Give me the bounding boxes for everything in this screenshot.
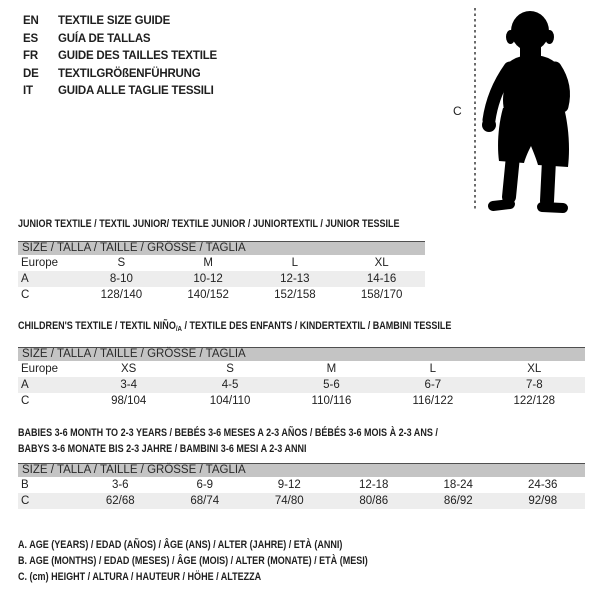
lang-row-fr: [23, 48, 217, 66]
table-cell: XL: [374, 257, 389, 269]
row-label: Europe: [21, 363, 59, 375]
table-cell: L: [291, 257, 299, 269]
table-cell: 92/98: [528, 495, 558, 507]
children-title-sub: /A: [175, 324, 182, 333]
table-row: [18, 493, 585, 509]
table-cell: 74/80: [274, 495, 304, 507]
table-cell: 128/140: [100, 289, 143, 301]
table-cell: 122/128: [513, 395, 556, 407]
lang-label: TEXTILGRÖßENFÜHRUNG: [58, 67, 201, 80]
table-cell: 86/92: [443, 495, 473, 507]
table-cell: 116/122: [412, 395, 454, 407]
legend-line-a: A. AGE (YEARS) / EDAD (AÑOS) / ÂGE (ANS) / ALTER (JAHRE) / ETÀ (ANNI): [18, 539, 343, 551]
lang-label: GUIDA ALLE TAGLIE TESSILI: [58, 85, 214, 98]
babies-size-header-bar: SIZE / TALLA / TAILLE / GRÖSSE / TAGLIA: [18, 463, 585, 477]
table-row: [18, 477, 585, 493]
table-cell: 6-7: [424, 379, 442, 391]
row-label: A: [21, 273, 29, 285]
table-cell: 4-5: [221, 379, 239, 391]
lang-code: DE: [23, 67, 39, 80]
table-cell: 110/116: [311, 395, 352, 407]
table-cell: 8-10: [109, 273, 133, 285]
lang-code: IT: [23, 85, 33, 98]
table-cell: 104/110: [209, 395, 251, 407]
junior-size-table: [18, 241, 425, 303]
table-row: [18, 377, 585, 393]
table-cell: 62/68: [105, 495, 135, 507]
table-row: [18, 287, 425, 303]
lang-row-es: [23, 31, 217, 49]
table-cell: 9-12: [277, 479, 301, 491]
children-section-title: [18, 318, 451, 337]
table-cell: 18-24: [443, 479, 473, 491]
row-label: Europe: [21, 257, 59, 269]
table-cell: 98/104: [111, 395, 147, 407]
measurement-legend: [18, 537, 445, 585]
lang-label: TEXTILE SIZE GUIDE: [58, 15, 171, 27]
lang-row-it: [23, 83, 217, 101]
row-label: B: [21, 479, 29, 491]
lang-code: EN: [23, 15, 39, 27]
table-cell: 152/158: [274, 289, 316, 301]
table-cell: L: [429, 363, 437, 375]
row-label: C: [21, 289, 30, 301]
table-cell: XL: [527, 363, 542, 375]
table-cell: 12-18: [359, 479, 389, 491]
children-size-table: [18, 347, 585, 409]
babies-title-line1: BABIES 3-6 MONTH TO 2-3 YEARS / BEBÉS 3-6 MESES A 2-3 AÑOS / BÉBÉS 3-6 MOIS À 2-3 ANS /: [18, 427, 438, 439]
table-cell: 12-13: [280, 273, 310, 285]
children-size-header-bar: SIZE / TALLA / TAILLE / GRÖSSE / TAGLIA: [18, 347, 585, 361]
legend-line-c: C. (cm) HEIGHT / ALTURA / HAUTEUR / HÖHE / ALTEZZA: [18, 571, 262, 583]
toddler-silhouette-icon: [478, 8, 596, 214]
babies-size-table: [18, 463, 585, 509]
table-cell: 5-6: [323, 379, 340, 391]
table-cell: 6-9: [196, 479, 214, 491]
table-cell: 24-36: [528, 479, 558, 491]
table-row: [18, 393, 585, 409]
table-cell: M: [326, 363, 337, 375]
table-cell: 14-16: [366, 273, 397, 285]
children-title-post: / TEXTILE DES ENFANTS / KINDERTEXTIL / BAMBINI TESSILE: [181, 320, 452, 332]
junior-section-title: JUNIOR TEXTILE / TEXTIL JUNIOR/ TEXTILE JUNIOR / JUNIORTEXTIL / JUNIOR TESSILE: [18, 218, 400, 230]
table-cell: S: [226, 363, 234, 375]
table-cell: 140/152: [187, 289, 229, 301]
lang-code: ES: [23, 32, 38, 45]
lang-label: GUÍA DE TALLAS: [58, 32, 151, 45]
table-cell: XS: [121, 363, 137, 375]
table-cell: 10-12: [193, 273, 223, 285]
babies-section-title: [18, 425, 438, 457]
lang-label: GUIDE DES TAILLES TEXTILE: [58, 50, 217, 63]
junior-size-header-bar: SIZE / TALLA / TAILLE / GRÖSSE / TAGLIA: [18, 241, 425, 255]
table-cell: M: [203, 257, 213, 269]
children-title-pre: CHILDREN'S TEXTILE / TEXTIL NIÑO: [18, 320, 176, 332]
language-header: [23, 13, 217, 101]
table-cell: 68/74: [190, 495, 220, 507]
table-cell: 3-4: [120, 379, 137, 391]
table-cell: 3-6: [111, 479, 129, 491]
babies-title-line2: BABYS 3-6 MONATE BIS 2-3 JAHRE / BAMBINI 3-6 MESI A 2-3 ANNI: [18, 443, 307, 455]
table-row: [18, 255, 425, 271]
lang-row-de: [23, 66, 217, 84]
height-marker-label: C: [453, 104, 462, 118]
height-figure: [440, 0, 600, 220]
row-label: A: [21, 379, 29, 391]
legend-line-b: B. AGE (MONTHS) / EDAD (MESES) / ÂGE (MOIS) / ALTER (MONATE) / ETÀ (MESI): [18, 555, 368, 567]
table-row: [18, 361, 585, 377]
table-cell: 158/170: [360, 289, 403, 301]
height-dotted-line: [474, 8, 476, 211]
row-label: C: [21, 395, 30, 407]
table-cell: 7-8: [525, 379, 543, 391]
table-cell: 80/86: [359, 495, 389, 507]
table-cell: S: [117, 257, 126, 269]
lang-code: FR: [23, 50, 38, 63]
table-row: [18, 271, 425, 287]
lang-row-en: [23, 13, 217, 31]
row-label: C: [21, 495, 30, 507]
